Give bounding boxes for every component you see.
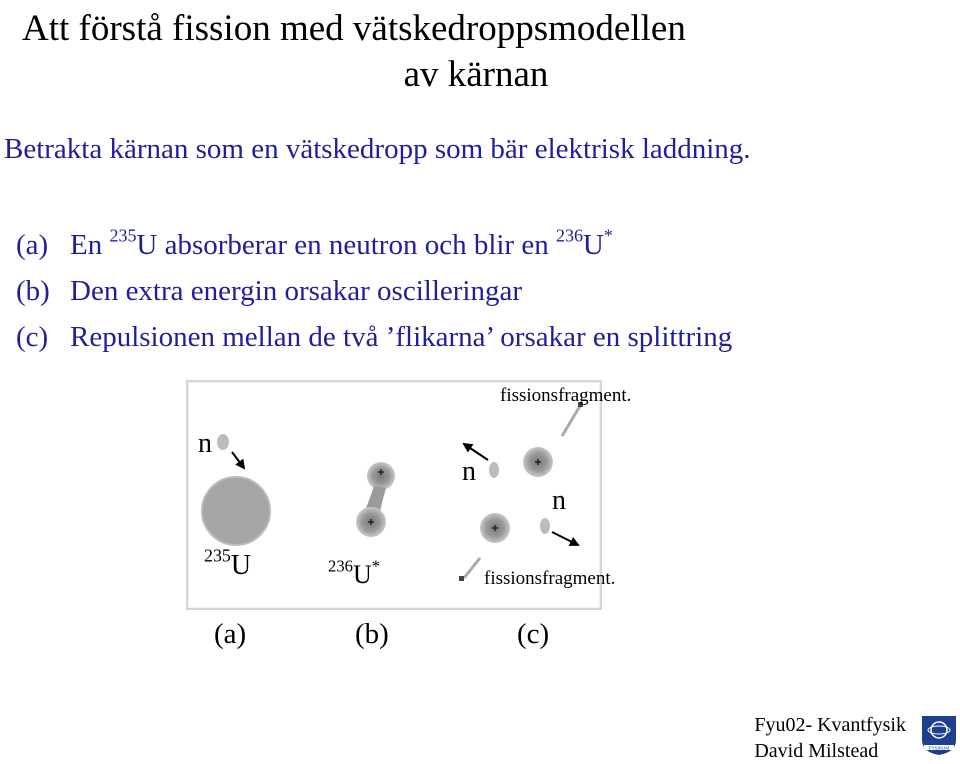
step-list (16, 222, 732, 360)
label-n-a: n (198, 428, 212, 459)
nucleus-u235 (202, 477, 270, 545)
title-line-1: Att förstå fission med vätskedroppsmodellen (22, 8, 686, 49)
neutron-a-arrow (232, 452, 244, 468)
label-u235: $^{235}$U (204, 545, 252, 581)
neutron-c2 (540, 518, 550, 534)
list-label: (a) (16, 229, 49, 261)
logo-text: FYSIKUM (928, 745, 950, 751)
course-name: Fyu02- Kvantfysik (754, 714, 906, 736)
list-label: (c) (16, 321, 49, 353)
neutron-c1 (489, 462, 499, 478)
footer-credit (754, 712, 906, 764)
list-text-post: U (582, 229, 604, 261)
isotope-236-sup: 236 (555, 225, 583, 246)
page-title (0, 6, 960, 98)
streak-top (562, 406, 580, 436)
fysikum-logo-icon (920, 714, 958, 756)
intro-text: Betrakta kärnan som en vätskedropp som bär elektrisk laddning. (4, 133, 751, 165)
list-item-a (16, 222, 732, 268)
caption-a: (a) (214, 618, 247, 650)
label-n-c2: n (552, 485, 566, 516)
list-item-c (16, 314, 732, 360)
neutron-c2-arrow (552, 532, 578, 545)
author-name: David Milstead (754, 740, 879, 762)
list-label: (b) (16, 275, 50, 307)
neutron-a (217, 434, 229, 450)
caption-c: (c) (517, 618, 550, 650)
caption-b: (b) (355, 618, 389, 650)
streak-bottom (464, 558, 480, 578)
list-text-pre: En (70, 229, 110, 261)
list-text: Den extra energin orsakar oscilleringar (70, 275, 522, 307)
list-text: Repulsionen mellan de två ’flikarna’ orsakar en splittring (70, 321, 733, 353)
nucleus-u236-deformed (356, 462, 395, 537)
excited-star: * (603, 225, 613, 246)
label-u236: $^{236}$U* (328, 556, 381, 589)
fission-figure (186, 380, 632, 610)
list-text-mid: U absorberar en neutron och blir en (136, 229, 556, 261)
label-n-c1: n (462, 456, 476, 487)
label-fragment-bottom: fissionsfragment. (484, 568, 616, 589)
list-item-b (16, 268, 732, 314)
label-fragment-top: fissionsfragment. (500, 385, 632, 406)
isotope-235-sup: 235 (109, 225, 137, 246)
title-line-2: av kärnan (403, 54, 549, 95)
